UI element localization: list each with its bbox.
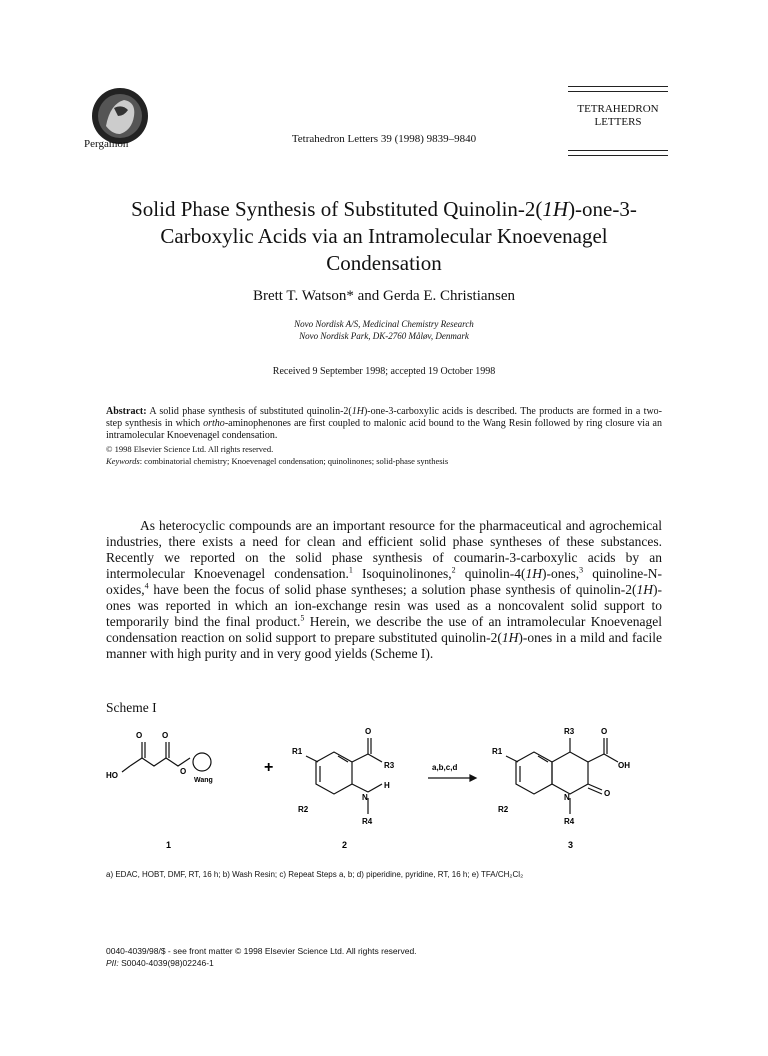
issn-line: 0040-4039/98/$ - see front matter © 1998 Elsevier Science Ltd. All rights reserved. xyxy=(106,946,417,956)
pii-label: PII: xyxy=(106,958,119,968)
journal-name-line1: TETRAHEDRON xyxy=(577,103,659,115)
compound-2-structure xyxy=(306,738,382,814)
abstract-text: )-one-3-carboxylic acids is described. The products are formed in a two-step synthesis in which xyxy=(106,406,662,429)
reaction-arrow xyxy=(428,775,476,781)
body-italic: 1H xyxy=(636,582,653,597)
body-run: have been the focus of solid phase syntheses; a solution phase synthesis of quinolin-2( xyxy=(148,582,637,597)
compound-number-1: 1 xyxy=(166,840,172,850)
abstract xyxy=(106,406,662,442)
journal-citation: Tetrahedron Letters 39 (1998) 9839–9840 xyxy=(291,133,477,145)
label-conditions: a,b,c,d xyxy=(432,763,458,772)
label-r2: R2 xyxy=(498,805,509,814)
body-run: Herein, we describe the use of an intramolecular Knoevenagel condensation reaction on solid support to prepare substituted quinolin-2( xyxy=(106,614,662,645)
label-wang: Wang xyxy=(194,777,213,784)
reference-mark: 5 xyxy=(300,613,305,623)
body-run: quinolin-4( xyxy=(455,566,526,581)
label-n: N xyxy=(362,793,368,802)
compound-1-structure xyxy=(122,742,211,772)
body-run: )-ones in a mild and facile manner with high purity and in very good yields (Scheme I). xyxy=(106,630,662,661)
journal-name-line2: LETTERS xyxy=(594,116,642,128)
label-n: N xyxy=(564,793,570,802)
pii-value: S0040-4039(98)02246-1 xyxy=(118,958,214,968)
body-run: )-ones, xyxy=(541,566,580,581)
label-h: H xyxy=(384,781,390,790)
abstract-text: -aminophenones are first coupled to malonic acid bound to the Wang Resin followed by ring closure via an intramolecular Knoevenagel condensation. xyxy=(106,418,662,441)
abstract-italic: ortho xyxy=(203,418,225,429)
keywords-label: Keywords xyxy=(106,456,140,466)
journal-name xyxy=(568,103,668,129)
compound-number-3: 3 xyxy=(568,840,574,850)
label-ho: HO xyxy=(106,771,118,780)
label-r1: R1 xyxy=(292,747,303,756)
body-run: quinoline-N-oxides, xyxy=(106,566,662,597)
footer-issn xyxy=(106,945,417,969)
reference-mark: 2 xyxy=(451,565,456,575)
abstract-label: Abstract: xyxy=(106,406,147,417)
copyright-line: © 1998 Elsevier Science Ltd. All rights reserved. xyxy=(106,444,274,454)
label-o: O xyxy=(365,727,372,736)
body-paragraph xyxy=(106,518,662,662)
label-o: O xyxy=(180,767,187,776)
scheme-footnote: a) EDAC, HOBT, DMF, RT, 16 h; b) Wash Resin; c) Repeat Steps a, b; d) piperidine, pyridine, RT, 16 h; e) TFA/CH₂Cl₂ xyxy=(106,870,524,879)
header-rule-top-2 xyxy=(568,91,668,92)
article-title xyxy=(70,196,698,277)
publisher-name: Pergamon xyxy=(84,138,129,150)
reference-mark: 1 xyxy=(348,565,353,575)
label-r2: R2 xyxy=(298,805,309,814)
header-rule-top xyxy=(568,86,668,87)
reference-mark: 3 xyxy=(579,565,584,575)
title-italic: 1H xyxy=(542,197,569,221)
reaction-scheme xyxy=(106,726,662,858)
label-r1: R1 xyxy=(492,747,503,756)
body-run: Isoquinolinones, xyxy=(352,566,452,581)
abstract-italic: 1H xyxy=(351,406,364,417)
keywords xyxy=(106,456,448,466)
affiliation-line1: Novo Nordisk A/S, Medicinal Chemistry Research xyxy=(294,319,474,329)
keywords-list: : combinatorial chemistry; Knoevenagel condensation; quinolinones; solid-phase synthesis xyxy=(139,456,449,466)
title-text: )-one-3- xyxy=(568,197,637,221)
header-rule-bottom xyxy=(568,150,668,151)
header-rule-bottom-2 xyxy=(568,155,668,156)
pii-line xyxy=(106,957,417,969)
label-r3: R3 xyxy=(384,761,395,770)
abstract-text: A solid phase synthesis of substituted quinolin-2( xyxy=(146,406,352,417)
label-o: O xyxy=(604,789,611,798)
body-run: )-ones was reported in which an ion-exchange resin was used as a noncovalent solid support to temporarily bind the final product. xyxy=(106,582,662,629)
label-r4: R4 xyxy=(362,817,373,826)
body-italic: 1H xyxy=(525,566,542,581)
title-text: Solid Phase Synthesis of Substituted Quinolin-2( xyxy=(131,197,543,221)
scheme-label: Scheme I xyxy=(106,700,157,715)
label-o: O xyxy=(136,731,143,740)
label-o: O xyxy=(601,727,608,736)
title-line1 xyxy=(70,196,698,223)
compound-number-2: 2 xyxy=(342,840,348,850)
compound-3-structure xyxy=(506,738,618,814)
label-o: O xyxy=(162,731,169,740)
body-text xyxy=(106,518,662,662)
authors: Brett T. Watson* and Gerda E. Christiansen xyxy=(252,288,516,304)
reference-mark: 4 xyxy=(144,581,149,591)
received-dates: Received 9 September 1998; accepted 19 October 1998 xyxy=(272,366,496,377)
label-r3: R3 xyxy=(564,727,575,736)
affiliation xyxy=(0,318,768,342)
body-italic: 1H xyxy=(501,630,519,645)
title-line3: Condensation xyxy=(326,251,442,275)
title-line2: Carboxylic Acids via an Intramolecular Knoevenagel xyxy=(160,224,608,248)
label-oh: OH xyxy=(618,761,630,770)
label-r4: R4 xyxy=(564,817,575,826)
label-plus: + xyxy=(264,759,274,776)
body-run: As heterocyclic compounds are an important resource for the pharmaceutical and agrochemical industries, there exists a need for clean and efficient solid phase syntheses of these substances. Recently we reported on the solid phase synthesis of coumarin-3-carboxylic acids by an intermolecular Knoevenagel condensation. xyxy=(106,518,662,581)
affiliation-line2: Novo Nordisk Park, DK-2760 Måløv, Denmark xyxy=(299,331,469,341)
